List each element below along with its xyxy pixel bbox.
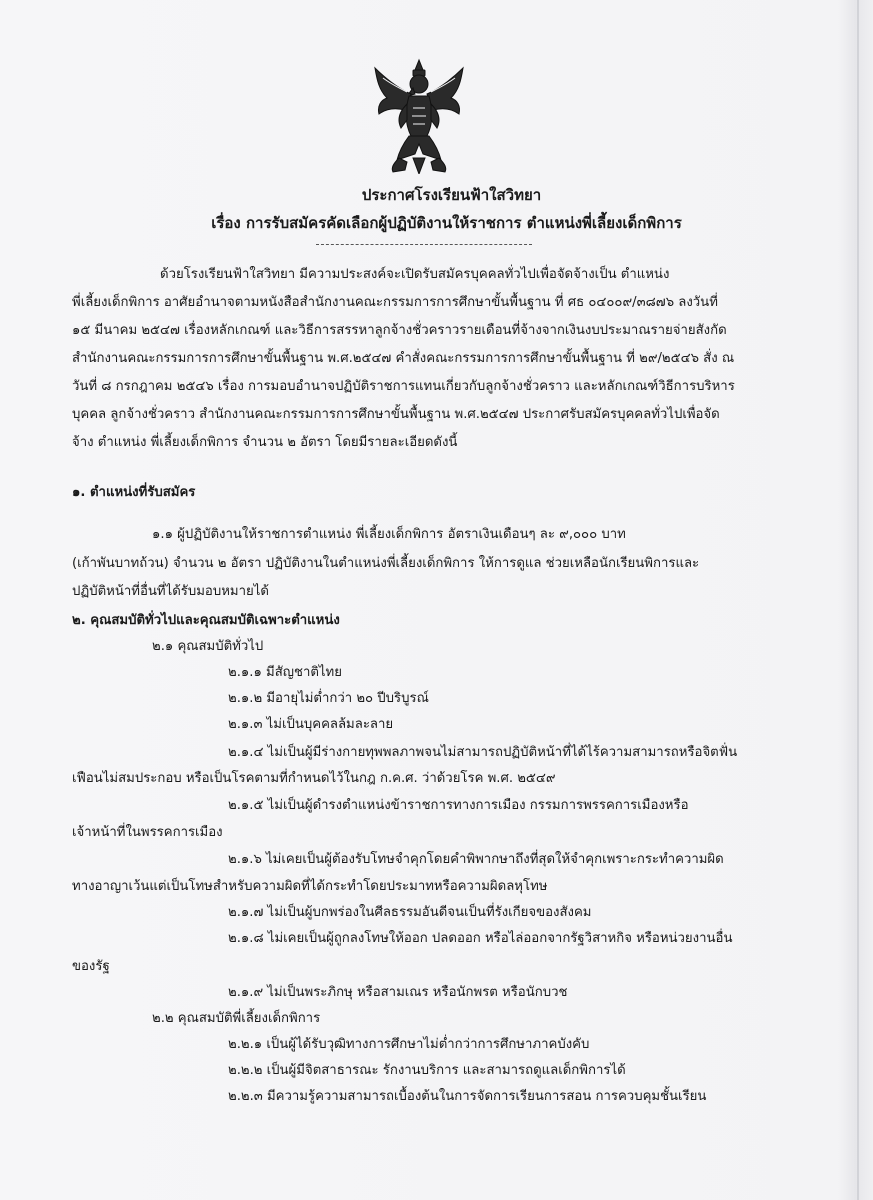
- qualification-item-cont: ทางอาญาเว้นแต่เป็นโทษสำหรับความผิดที่ได้กระทำโดยประมาทหรือความผิดลหุโทษ: [72, 879, 548, 894]
- qualification-item: ๒.๒.๓ มีความรู้ความสามารถเบื้องต้นในการจัดการเรียนการสอน การควบคุมชั้นเรียน: [228, 1089, 707, 1104]
- subsection-2-1: ๒.๑ คุณสมบัติทั่วไป: [152, 639, 264, 654]
- intro-line: วันที่ ๘ กรกฎาคม ๒๕๔๖ เรื่อง การมอบอำนาจปฏิบัติราชการแทนเกี่ยวกับลูกจ้างชั่วคราว และหลักเกณฑ์วิธีการบริหาร: [72, 379, 735, 394]
- section-1-line: (เก้าพันบาทถ้วน) จำนวน ๒ อัตรา ปฏิบัติงานในตำแหน่งพี่เลี้ยงเด็กพิการ ให้การดูแล ช่วยเหลือนักเรียนพิการและ: [72, 556, 700, 571]
- page-edge-shadow: [857, 0, 859, 1200]
- intro-line: สำนักงานคณะกรรมการการศึกษาขั้นพื้นฐาน พ.ศ.๒๕๔๗ คำสั่งคณะกรรมการการศึกษาขั้นพื้นฐาน ที่ ๒๙/๒๕๔๖ สั่ง ณ: [72, 351, 735, 366]
- intro-line: ๑๕ มีนาคม ๒๕๔๗ เรื่องหลักเกณฑ์ และวิธีการสรรหาลูกจ้างชั่วคราวรายเดือนที่จ้างจากเงินงบประมาณรายจ่ายสังกัด: [72, 323, 727, 338]
- intro-line: บุคคล ลูกจ้างชั่วคราว สำนักงานคณะกรรมการการศึกษาขั้นพื้นฐาน พ.ศ.๒๕๔๗ ประกาศรับสมัครบุคคลทั่วไปเพื่อจัด: [72, 407, 720, 422]
- qualification-item-cont: เจ้าหน้าที่ในพรรคการเมือง: [72, 825, 223, 840]
- intro-line: ด้วยโรงเรียนฟ้าใสวิทยา มีความประสงค์จะเปิดรับสมัครบุคคลทั่วไปเพื่อจัดจ้างเป็น ตำแหน่ง: [160, 267, 670, 282]
- section-1-line: ๑.๑ ผู้ปฏิบัติงานให้ราชการตำแหน่ง พี่เลี้ยงเด็กพิการ อัตราเงินเดือนๆ ละ ๙,๐๐๐ บาท: [152, 527, 626, 542]
- qualification-item: ๒.๑.๔ ไม่เป็นผู้มีร่างกายทุพพลภาพจนไม่สามารถปฏิบัติหน้าที่ได้ไร้ความสามารถหรือจิตฟั่น: [228, 745, 738, 760]
- announcement-title: ประกาศโรงเรียนฟ้าใสวิทยา: [361, 186, 542, 204]
- qualification-item: ๒.๑.๙ ไม่เป็นพระภิกษุ หรือสามเณร หรือนักพรต หรือนักบวช: [228, 985, 568, 1000]
- qualification-item-cont: ของรัฐ: [72, 959, 110, 974]
- qualification-item: ๒.๑.๘ ไม่เคยเป็นผู้ถูกลงโทษให้ออก ปลดออก หรือไล่ออกจากรัฐวิสาหกิจ หรือหน่วยงานอื่น: [228, 931, 733, 946]
- section-2-heading: ๒. คุณสมบัติทั่วไปและคุณสมบัติเฉพาะตำแหน่ง: [72, 613, 340, 628]
- qualification-item: ๒.๑.๓ ไม่เป็นบุคคลล้มละลาย: [228, 717, 394, 732]
- qualification-item: ๒.๑.๒ มีอายุไม่ต่ำกว่า ๒๐ ปีบริบูรณ์: [228, 691, 429, 706]
- garuda-emblem-icon: [369, 58, 469, 174]
- intro-line: จ้าง ตำแหน่ง พี่เลี้ยงเด็กพิการ จำนวน ๒ อัตรา โดยมีรายละเอียดดังนี้: [72, 435, 458, 450]
- section-1-line: ปฏิบัติหน้าที่อื่นที่ได้รับมอบหมายได้: [72, 584, 269, 599]
- qualification-item: ๒.๑.๕ ไม่เป็นผู้ดำรงตำแหน่งข้าราชการทางการเมือง กรรมการพรรคการเมืองหรือ: [228, 798, 689, 813]
- qualification-item: ๒.๒.๒ เป็นผู้มีจิตสาธารณะ รักงานบริการ และสามารถดูแลเด็กพิการได้: [228, 1063, 626, 1078]
- qualification-item: ๒.๑.๖ ไม่เคยเป็นผู้ต้องรับโทษจำคุกโดยคำพิพากษาถึงที่สุดให้จำคุกเพราะกระทำความผิด: [228, 852, 724, 867]
- qualification-item: ๒.๑.๑ มีสัญชาติไทย: [228, 665, 342, 680]
- title-divider: [316, 244, 532, 245]
- qualification-item-cont: เฟือนไม่สมประกอบ หรือเป็นโรคตามที่กำหนดไว้ในกฎ ก.ค.ศ. ว่าด้วยโรค พ.ศ. ๒๕๔๙: [72, 771, 556, 786]
- section-1-heading: ๑. ตำแหน่งที่รับสมัคร: [72, 485, 196, 500]
- subsection-2-2: ๒.๒ คุณสมบัติพี่เลี้ยงเด็กพิการ: [152, 1011, 321, 1026]
- announcement-subject: เรื่อง การรับสมัครคัดเลือกผู้ปฏิบัติงานให้ราชการ ตำแหน่งพี่เลี้ยงเด็กพิการ: [211, 214, 682, 232]
- qualification-item: ๒.๑.๗ ไม่เป็นผู้บกพร่องในศีลธรรมอันดีจนเป็นที่รังเกียจของสังคม: [228, 905, 592, 920]
- intro-line: พี่เลี้ยงเด็กพิการ อาศัยอำนาจตามหนังสือสำนักงานคณะกรรมการการศึกษาขั้นพื้นฐาน ที่ ศธ ๐๔๐๐๙/๓๘๗๖ ลงวันที่: [72, 295, 718, 310]
- qualification-item: ๒.๒.๑ เป็นผู้ได้รับวุฒิทางการศึกษาไม่ต่ำกว่าการศึกษาภาคบังคับ: [228, 1037, 590, 1052]
